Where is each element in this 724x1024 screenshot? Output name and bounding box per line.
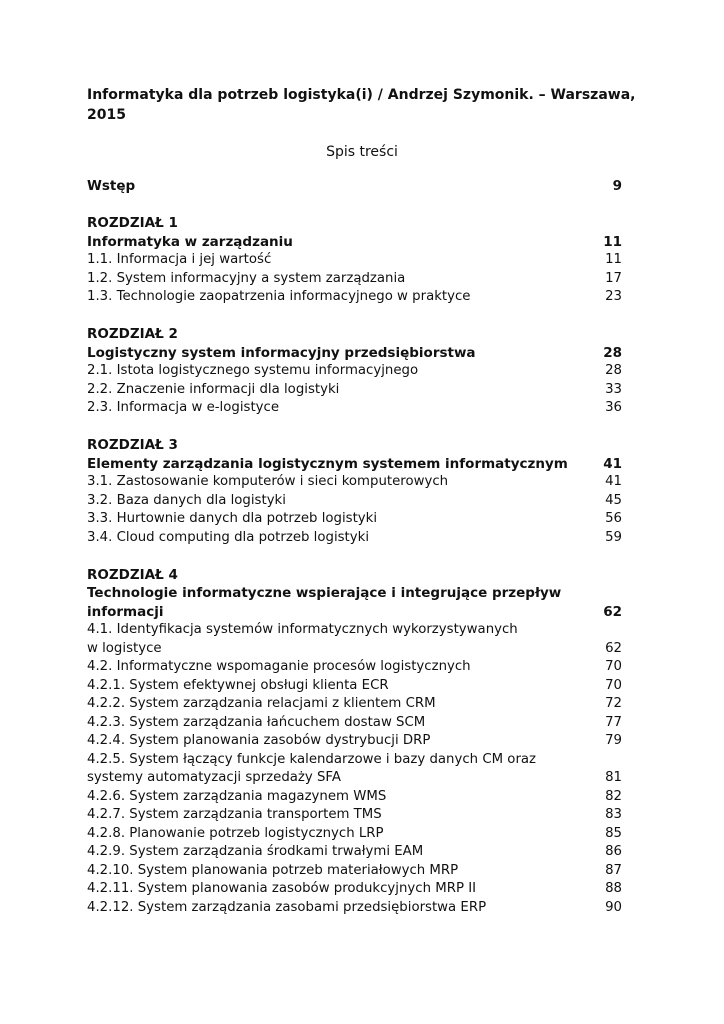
- chapter-title: Technologie informatyczne wspierające i integrujące przepływ: [87, 585, 562, 601]
- chapter-title-row: [87, 603, 622, 622]
- toc-entry-page: 86: [605, 844, 622, 859]
- toc-entry: [87, 899, 622, 918]
- toc-entry-label: 2.1. Istota logistycznego systemu informacyjnego: [87, 363, 419, 378]
- toc-entry: [87, 621, 622, 640]
- toc-entry-page: 83: [605, 807, 622, 822]
- toc-entry-label: 4.2.11. System planowania zasobów produkcyjnych MRP II: [87, 881, 477, 896]
- toc-entry-label: 4.2. Informatyczne wspomaganie procesów logistycznych: [87, 659, 471, 674]
- chapter-number: ROZDZIAŁ 3: [87, 437, 178, 453]
- toc-entry-page: 70: [605, 659, 622, 674]
- toc-entry-label: 4.2.3. System zarządzania łańcuchem dostaw SCM: [87, 714, 426, 730]
- toc-entry-page: 56: [605, 511, 622, 526]
- chapter-page: 62: [603, 603, 622, 620]
- toc-entry: [87, 825, 622, 844]
- toc-entry-label: 4.2.6. System zarządzania magazynem WMS: [87, 788, 387, 804]
- toc-entry-label: 1.2. System informacyjny a system zarządzania: [87, 270, 406, 286]
- toc-entry-page: 72: [605, 696, 622, 711]
- toc-entry-label-cont: systemy automatyzacji sprzedaży SFA: [87, 770, 341, 785]
- toc-entry: [87, 640, 622, 659]
- toc-entry: [87, 529, 622, 548]
- toc-entry: [87, 381, 622, 400]
- chapter-page: 41: [603, 455, 622, 472]
- chapter-number: ROZDZIAŁ 2: [87, 326, 178, 342]
- toc-entry-label: 4.2.4. System planowania zasobów dystrybucji DRP: [87, 733, 431, 748]
- toc-entry-label: 4.1. Identyfikacja systemów informatycznych wykorzystywanych: [87, 622, 518, 637]
- toc-entry-page: 88: [605, 881, 622, 896]
- chapter-label: [87, 214, 622, 233]
- chapter-title-cont: informacji: [87, 603, 164, 620]
- toc-entry-label: 3.3. Hurtownie danych dla potrzeb logistyki: [87, 511, 378, 526]
- chapter-title-row: [87, 584, 622, 603]
- toc-entry-label: 2.3. Informacja w e-logistyce: [87, 400, 280, 415]
- chapter-label: [87, 566, 622, 585]
- toc-entry-label: 1.1. Informacja i jej wartość: [87, 252, 272, 267]
- toc-entry-page: 17: [605, 270, 622, 286]
- toc-entry-page: 9: [612, 178, 622, 194]
- toc-entry-label: 4.2.2. System zarządzania relacjami z klientem CRM: [87, 696, 436, 711]
- toc-entry: [87, 806, 622, 825]
- toc-entry-label: 4.2.1. System efektywnej obsługi klienta ECR: [87, 677, 389, 693]
- toc-entry-page: 33: [605, 381, 622, 397]
- toc-entry: [87, 862, 622, 881]
- toc-entry-page: 28: [605, 363, 622, 378]
- toc-entry: [87, 251, 622, 270]
- chapter-page: 28: [603, 344, 622, 361]
- toc-entry-page: 87: [605, 862, 622, 878]
- toc-entry: [87, 751, 622, 770]
- toc-entry-page: 36: [605, 400, 622, 415]
- toc-entry-page: 62: [605, 640, 622, 656]
- toc-entry-intro: [87, 177, 622, 196]
- chapter-label: [87, 325, 622, 344]
- toc-entry: [87, 714, 622, 733]
- toc-entry: [87, 473, 622, 492]
- toc-entry-label: Wstęp: [87, 178, 136, 194]
- toc-entry: [87, 658, 622, 677]
- toc-entry: [87, 288, 622, 307]
- toc-entry: [87, 492, 622, 511]
- chapter-title: Informatyka w zarządzaniu: [87, 233, 293, 250]
- chapter-number: ROZDZIAŁ 1: [87, 215, 178, 231]
- chapter-title-row: [87, 455, 622, 474]
- toc-entry-label: 4.2.8. Planowanie potrzeb logistycznych LRP: [87, 825, 384, 841]
- toc-entry-page: 23: [605, 289, 622, 304]
- chapter-title: Logistyczny system informacyjny przedsiębiorstwa: [87, 344, 476, 361]
- toc-entry-label: 3.4. Cloud computing dla potrzeb logistyki: [87, 529, 370, 545]
- toc-entry-label: 4.2.12. System zarządzania zasobami przedsiębiorstwa ERP: [87, 899, 487, 915]
- toc-entry-page: 41: [605, 474, 622, 489]
- toc-entry: [87, 788, 622, 807]
- toc-entry-label: 4.2.7. System zarządzania transportem TMS: [87, 807, 382, 822]
- toc-entry-page: 77: [605, 714, 622, 730]
- toc-entry-page: 79: [605, 733, 622, 748]
- toc-heading: Spis treści: [326, 144, 398, 160]
- toc-entry-page: 59: [605, 529, 622, 545]
- toc-entry: [87, 732, 622, 751]
- toc-entry-page: 70: [605, 677, 622, 693]
- chapter-label: [87, 436, 622, 455]
- toc-entry: [87, 769, 622, 788]
- toc-entry: [87, 677, 622, 696]
- document-title: Informatyka dla potrzeb logistyka(i) / Andrzej Szymonik. – Warszawa, 2015: [87, 87, 636, 123]
- toc-entry-label: 4.2.10. System planowania potrzeb materiałowych MRP: [87, 862, 459, 878]
- toc-entry: [87, 880, 622, 899]
- toc-entry: [87, 843, 622, 862]
- toc-entry-label: 3.2. Baza danych dla logistyki: [87, 492, 286, 508]
- toc-entry: [87, 362, 622, 381]
- toc-entry-page: 82: [605, 788, 622, 804]
- table-of-contents: [87, 177, 622, 917]
- toc-entry-page: 45: [605, 492, 622, 508]
- toc-entry-label: 3.1. Zastosowanie komputerów i sieci komputerowych: [87, 474, 449, 489]
- chapter-page: 11: [603, 233, 622, 250]
- toc-entry: [87, 510, 622, 529]
- toc-entry-label: 1.3. Technologie zaopatrzenia informacyjnego w praktyce: [87, 289, 471, 304]
- toc-entry: [87, 695, 622, 714]
- toc-entry: [87, 399, 622, 418]
- chapter-number: ROZDZIAŁ 4: [87, 566, 178, 583]
- toc-entry-label: 4.2.5. System łączący funkcje kalendarzowe i bazy danych CM oraz: [87, 751, 537, 767]
- toc-entry-label-cont: w logistyce: [87, 640, 162, 656]
- toc-entry-label: 4.2.9. System zarządzania środkami trwałymi EAM: [87, 844, 424, 859]
- toc-entry-page: 81: [605, 770, 622, 785]
- toc-entry-page: 11: [605, 252, 622, 267]
- toc-entry-page: 85: [605, 825, 622, 841]
- toc-entry: [87, 270, 622, 289]
- chapter-title-row: [87, 344, 622, 363]
- chapter-title-row: [87, 233, 622, 252]
- toc-entry-label: 2.2. Znaczenie informacji dla logistyki: [87, 381, 340, 397]
- chapter-title: Elementy zarządzania logistycznym systemem informatycznym: [87, 455, 568, 472]
- toc-entry-page: 90: [605, 899, 622, 915]
